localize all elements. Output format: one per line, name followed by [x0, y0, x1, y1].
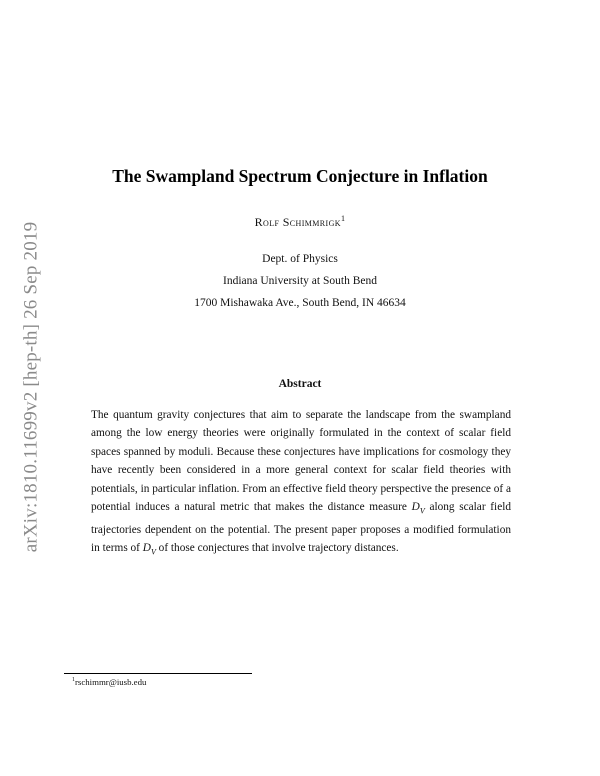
footnote: [72, 677, 146, 687]
paper-title: The Swampland Spectrum Conjecture in Inflation: [112, 166, 488, 186]
affiliation-department: Dept. of Physics: [262, 253, 338, 265]
abstract-body: [91, 406, 511, 562]
author-footnote-mark: 1: [340, 214, 346, 223]
footnote-divider: [64, 673, 252, 674]
arxiv-identifier-text: arXiv:1810.11699v2 [hep-th] 26 Sep 2019: [20, 221, 42, 553]
distance-measure-symbol: D: [411, 501, 420, 514]
abstract-text-part-1: The quantum gravity conjectures that aim to separate the landscape from the swampland among the low energy theories were originally formulated in the context of scalar field spaces spanned by moduli. Because these conjectures have implications for cosmology they have recently been considered in a more general context for scalar field theories with potentials, in particular inflation. From an effective field theory perspective the presence of a potential induces a natural metric that makes the distance measure: [91, 409, 511, 514]
author-name: Rolf Schimmrigk: [254, 215, 341, 229]
affiliation-university: Indiana University at South Bend: [223, 275, 377, 287]
footnote-email: rschimmr@iusb.edu: [75, 677, 147, 687]
distance-measure-subscript-2: V: [150, 547, 156, 557]
footnote-mark: 1: [72, 677, 75, 684]
affiliation-block: [60, 248, 540, 314]
abstract-text-part-2: along scalar field trajectories dependent on the potential. The present paper proposes a modified formulation in terms of: [91, 501, 512, 555]
distance-measure-symbol-2: D: [142, 542, 151, 555]
distance-measure-subscript: V: [419, 506, 425, 516]
arxiv-identifier-stamp: [16, 212, 46, 562]
abstract-heading: Abstract: [278, 378, 322, 390]
abstract-text-part-3: of those conjectures that involve trajectory distances.: [158, 542, 399, 555]
author-line: [60, 214, 540, 230]
affiliation-address: 1700 Mishawaka Ave., South Bend, IN 46634: [194, 297, 406, 309]
